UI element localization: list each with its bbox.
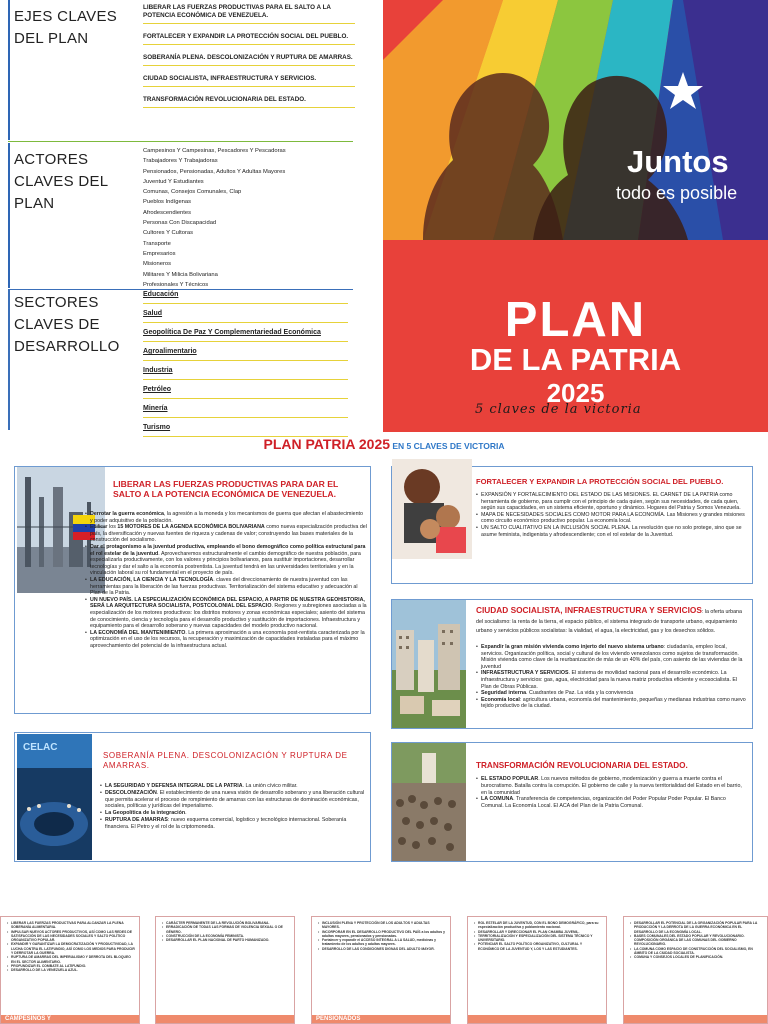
accent-rule [8, 290, 10, 430]
list-item: • DESARROLLAR EL PLAN NACIONAL DE PARTO HUMANIZADO. [162, 938, 290, 942]
list-item: Salud [143, 309, 348, 323]
body-text: : ciudadanía, empleo local, servicios. Organización política, social y cultural de los viviendo venezolanos como sujetos de transformación. Misión vivienda como clave de la reurbanización de más de un 40% del país, con asiento de las viviendas de la juventud [481, 644, 743, 670]
list-item [476, 644, 748, 670]
list-item: • ERRADICACIÓN DE TODAS LAS FORMAS DE VIOLENCIA SEXUAL O DE GÉNERO. [162, 925, 290, 934]
body-text: : nuevo esquema comercial, logístico y tecnológico internacional. Soberanía financiera. El Petro y el rol de la criptomoneda. [105, 816, 347, 830]
poster-artwork [383, 0, 768, 240]
bold-text: Derrotar la guerra económica [90, 511, 164, 517]
page-title-sub: EN 5 CLAVES DE VICTORIA [390, 441, 505, 451]
list-item [476, 776, 748, 796]
body-text: . [185, 810, 187, 817]
housing-photo [392, 600, 466, 728]
sectores-claves-list [143, 290, 355, 442]
accent-rule [8, 143, 10, 288]
list-item: • BASES COMUNALES DEL ESTADO POPULAR Y REVOLUCIONARIO. COMPOSICIÓN ORGÁNICA DE LAS COMUNAS DEL GOBIERNO REVOLUCIONARIO. [630, 934, 763, 947]
article-body [476, 492, 748, 538]
list-item: SOBERANÍA PLENA. DESCOLONIZACIÓN Y RUPTURA DE AMARRAS. [143, 54, 355, 66]
list-item: Minería [143, 404, 348, 418]
poster-year: 2025 [546, 378, 605, 408]
list-item: • DESARROLLO DE LA VENEZUELA AZUL. [7, 968, 135, 972]
list-item: Educación [143, 290, 348, 304]
bold-text: DESCOLONIZACIÓN [105, 789, 157, 796]
body-text: Edificar los [90, 524, 118, 531]
list-item [85, 544, 367, 577]
list-item [100, 790, 365, 810]
poster-plan: PLAN [504, 293, 647, 347]
actores-claves-list [143, 146, 355, 290]
strip-list [468, 917, 606, 951]
list-item: • UN SALTO CUALITATIVO EN LA INCLUSIÓN SOCIAL PLENA. La revolución que no solo protege, sino que se asume feminista, indigenista y afrodescendiente; con el rol estelar de la Juventud. [476, 525, 748, 538]
strip-label [156, 1015, 294, 1023]
list-item: Pueblos Indígenas [143, 199, 192, 206]
strip-label [468, 1015, 606, 1023]
list-item: Industria [143, 366, 348, 380]
list-item [85, 577, 367, 597]
sectores-claves-title: SECTORES CLAVES DE DESARROLLO [14, 294, 120, 355]
list-item: • LIBERAR LAS FUERZAS PRODUCTIVAS PARA ALCANZAR LA PLENA SOBERANÍA ALIMENTARIA. [7, 921, 135, 930]
strip-card-pensionados [311, 916, 451, 1024]
list-item: Petróleo [143, 385, 348, 399]
bold-text: Dar el protagonismo a la juventud productiva, empleando el bono demográfico como política estructural para el rol estelar de la juventud [90, 543, 366, 557]
body-text: . Regiones y subregiones asociadas a la especialización de los motores productivos: los distritos motores y zonas económicas especiales; asiento del sistema de conocimiento, ciencia y tecnología para el desarrollo productivo y sustitución de importaciones. Infraestructura y equipamiento para el desarrollo soberano y nuevas capacidades del modelo productivo nacional. [90, 603, 367, 630]
list-item [100, 783, 365, 790]
list-item: • PROFUNDIZAR EL COMBATE AL LATIFUNDIO. [7, 964, 135, 968]
list-item: Afrodescendientes [143, 209, 192, 216]
crowd-photo [392, 743, 466, 861]
list-item [85, 524, 367, 544]
list-item: • POTENCIAR EL SALTO POLÍTICO ORGANIZATIVO, CULTURAL Y ECONÓMICO DE LA JUVENTUD Y, LOS Y LAS ESTUDIANTES. [474, 942, 602, 951]
list-item: Cultores Y Cultoras [143, 230, 194, 237]
list-item: Pensionados, Pensionadas, Adultos Y Adultas Mayores [143, 168, 286, 175]
strip-label: CAMPESINOS Y [1, 1015, 139, 1023]
list-item [85, 597, 367, 630]
accent-rule [8, 0, 10, 140]
list-item: • DESARROLLAR Y DIRECCIONAR EL PLAN CHAMBA JUVENIL. [474, 930, 602, 934]
article-title [476, 606, 746, 635]
strip-list [156, 917, 294, 942]
divider [8, 141, 353, 142]
celac-photo [17, 734, 92, 860]
bold-text: INFRAESTRUCTURA Y SERVICIOS [481, 670, 569, 677]
list-item: Transporte [143, 240, 171, 247]
article-ciudad-socialista [391, 599, 753, 729]
strip-card-mujeres [155, 916, 295, 1024]
actores-claves-title: ACTORES CLAVES DEL PLAN [14, 151, 108, 212]
list-item: LIBERAR LAS FUERZAS PRODUCTIVAS PARA EL SALTO A LA POTENCIA ECONÓMICA DE VENEZUELA. [143, 4, 355, 24]
list-item [100, 817, 365, 831]
ejes-claves-title: EJES CLAVES DEL PLAN [14, 8, 118, 47]
list-item: • LA COMUNA COMO ESPACIO DE CONSTRUCCIÓN DEL SOCIALISMO, EN ÁMBITO DE LA CIUDAD SOCIALISTA. [630, 947, 763, 956]
strip-card-campesinos [0, 916, 140, 1024]
family-photo [392, 459, 472, 559]
list-item: Trabajadores Y Trabajadoras [143, 158, 218, 165]
list-item: • ROL ESTELAR DE LA JUVENTUD, CON EL BONO DEMOGRÁFICO, para su especialización productiva y poblamiento nacional. [474, 921, 602, 930]
article-title: SOBERANÍA PLENA. DESCOLONIZACIÓN Y RUPTURA DE AMARRAS. [103, 751, 348, 770]
list-item: Profesionales Y Técnicos [143, 281, 209, 288]
list-item: Juventud Y Estudiantes [143, 178, 204, 185]
list-item: Personas Con Discapacidad [143, 220, 217, 227]
article-body [476, 644, 748, 710]
strip-card-comunas [623, 916, 768, 1024]
body-text: . Aprovecharemos estructuralmente el cambio demográfico de nuestra población, para especializarla productivamente, con los valores y principios bolivarianos, para sustituir importaciones, desarrollar tecnologías y dar el salto a la economía postrentista. La juventud tendrá en las universidades territoriales y en la vinculación laboral su rol fundamental en el proyecto de país. [90, 550, 361, 577]
strip-list [1, 917, 139, 973]
article-body [476, 776, 748, 810]
sectores-claves-block [0, 290, 360, 430]
article-title-text: CIUDAD SOCIALISTA, INFRAESTRUCTURA Y SERVICIOS [476, 605, 702, 615]
poster-handwritten: 5 claves de la victoria [475, 402, 642, 417]
body-text: . claves del direccionamiento de nuestra juventud con las herramientas para la liberación de las fuerzas productivas. Territorialización del sistema educativo y adecuación al Plan de la Patria. [90, 576, 358, 597]
list-item: • INCORPORAR EN EL DESARROLLO PRODUCTIVO DEL PAÍS a los adultos y adultas mayores, pensionados y pensionadas. [318, 930, 446, 939]
bold-text: 15 MOTORES DE LA AGENDA ECONÓMICA BOLIVARIANA [117, 524, 265, 531]
strip-list [624, 917, 767, 960]
poster-patria: DE LA PATRIA [469, 342, 682, 377]
list-item: Militares Y Milicia Bolivariana [143, 271, 218, 278]
bold-text: LA SEGURIDAD Y DEFENSA INTEGRAL DE LA PATRIA [105, 783, 243, 789]
list-item: Agroalimentario [143, 347, 348, 361]
article-body [100, 783, 365, 831]
bold-text: LA COMUNA [481, 796, 514, 803]
article-title: TRANSFORMACIÓN REVOLUCIONARIA DEL ESTADO. [476, 761, 688, 770]
list-item: Campesinos Y Campesinas, Pescadores Y Pescadoras [143, 148, 286, 154]
list-item: Empresarios [143, 250, 176, 257]
body-text: . La primera aproximación a una economía post-rentista caracterizada por la optimización en el uso de los recursos, la recuperación y maximización de capacidades instaladas para el máximo aprovechamiento del potencial de la infraestructura actual. [90, 629, 365, 649]
article-proteccion-social [391, 466, 753, 584]
body-text: . Cuadrantes de Paz. La vida y la convivencia [526, 690, 634, 697]
plan-patria-poster [383, 0, 768, 432]
body-text: . La unión cívico militar. [242, 783, 298, 789]
body-text: , la agresión a la moneda y los mecanismos de guerra que afectan el abastecimiento y poder adquisitivo de la población. [90, 511, 363, 524]
bold-text: La Geopolítica de la integración [105, 810, 186, 817]
list-item: • IMPULSAR NUEVOS ACTORES PRODUCTIVOS, ASÍ COMO LAS REDES DE SATISFACCIÓN DE LAS NECESIDADES SOCIALES Y SALTO POLÍTICO ORGANIZATIVO POPULAR. [7, 930, 135, 943]
strip-card-juventud [467, 916, 607, 1024]
list-item: • EXPANDIR Y GARANTIZAR LA DEMOCRATIZACIÓN Y PRODUCTIVIDAD, LA LUCHA CONTRA EL LATIFUNDIO, ASÍ COMO LOS MEDIOS PARA PRODUCIR Y DERROTAR LA GUERRA. [7, 942, 135, 955]
bold-text: Seguridad interna [481, 690, 527, 697]
list-item: • EXPANSIÓN Y FORTALECIMIENTO DEL ESTADO DE LAS MISIONES. EL CARNET DE LA PATRIA como herramienta de gobierno, para cumplir con el principio de cada quien, según sus necesidades, de cada quien, según sus capacidades, en un sistema eficiente, oportuno y dinámico. Hogares del Patria y Somos Venezuela. [476, 492, 748, 512]
list-item: TRANSFORMACIÓN REVOLUCIONARIA DEL ESTADO. [143, 96, 355, 108]
page-title-main: PLAN PATRIA 2025 [263, 436, 391, 452]
article-body [85, 511, 367, 649]
ejes-claves-list [143, 4, 355, 117]
strip-label: PENSIONADOS [312, 1015, 450, 1023]
list-item: • RUPTURA DE AMARRAS DEL IMPERIALISMO Y DERROTA DEL BLOQUEO EN EL SECTOR ALIMENTARIO. [7, 955, 135, 964]
list-item: Geopolítica De Paz Y Complementariedad Económica [143, 328, 348, 342]
strip-list [312, 917, 450, 951]
body-text: . Los nuevos métodos de gobierno, modernización y guerra a muerte contra el burocratismo. Batalla contra la corrupción. El gobierno de calle y la nueva territorialidad del Estado en el barrio, en la comunidad [481, 776, 742, 796]
bold-text: UN NUEVO PAÍS. LA ESPECIALIZACIÓN ECONÓMICA DEL ESPACIO, A PARTIR DE NUESTRA GEOHISTORIA, SERÁ LA ARQUITECTURA SOCIALISTA, POSTCOLONIAL DEL ESPACIO [90, 596, 365, 610]
list-item: • COMUNA Y CONSEJOS LOCALES DE PLANIFICACIÓN. [630, 955, 763, 959]
list-item: • MAPA DE NECESIDADES SOCIALES COMO MOTOR PARA LA ECONOMÍA. Las Misiones y grandes misiones como circuito económico productivo popular. La economía local. [476, 512, 748, 525]
ejes-claves-block [0, 0, 360, 140]
bold-text: LA ECONOMÍA DEL MANTENIMIENTO [90, 629, 186, 636]
list-item: Turismo [143, 423, 348, 437]
bold-text: Expandir la gran misión vivienda como injerto del nuevo sistema urbano [481, 644, 664, 650]
list-item: • CARÁCTER PERMANENTE DE LA REVOLUCIÓN BOLIVARIANA. [162, 921, 290, 925]
list-item [100, 810, 365, 817]
bold-text: RUPTURA DE AMARRAS [105, 816, 168, 823]
strip-label [624, 1015, 767, 1023]
article-soberania [14, 732, 371, 862]
list-item [85, 511, 367, 524]
body-text: . El establecimiento de una nueva visión de desarrollo soberano y una liberación cultural que permita acelerar el proceso de rompimiento de amarras con las estructuras de dominación económicas, sociales, políticas y jurídicas del imperialismo. [105, 789, 365, 810]
list-item: • INCLUSIÓN PLENA Y PROTECCIÓN DE LOS ADULTOS Y ADULTAS MAYORES. [318, 921, 446, 930]
list-item: Misioneros [143, 261, 172, 268]
body-text: . El sistema de movilidad nacional para el desarrollo económico. La infraestructura y servicios: gas, agua, electricidad para la nueva matriz productiva eficiente y ecosocialista. El Plan de Obras Públicas. [481, 670, 738, 690]
article-title: FORTALECER Y EXPANDIR LA PROTECCIÓN SOCIAL DEL PUEBLO. [476, 477, 724, 486]
article-fuerzas-productivas [14, 466, 371, 714]
bold-text: Economía local [481, 696, 520, 703]
list-item: CIUDAD SOCIALISTA, INFRAESTRUCTURA Y SERVICIOS. [143, 75, 355, 87]
page-title [0, 436, 768, 454]
list-item: • Fortalecer y expandir el ACCESO INTEGRAL A LA SALUD, medicinas y tratamiento de los adultos y adultas mayores. [318, 938, 446, 947]
body-text: . Transferencia de competencias, organización del Poder Popular Poder Popular. El Banco Comunal. La Economía Local. El ACA del Plan de la Patria Comunal. [481, 796, 726, 810]
list-item: • DESARROLLO DE LAS CONDICIONES DIGNAS DEL ADULTO MAYOR. [318, 947, 446, 951]
bold-text: LA EDUCACIÓN, LA CIENCIA Y LA TECNOLOGÍA [90, 576, 214, 583]
poster-slogan-sub: todo es posible [616, 183, 738, 203]
list-item [476, 697, 748, 710]
list-item [85, 630, 367, 650]
article-title: LIBERAR LAS FUERZAS PRODUCTIVAS PARA DAR EL SALTO A LA POTENCIA ECONÓMICA DE VENEZUELA. [113, 479, 339, 499]
actores-claves-block [0, 143, 360, 291]
list-item: • DESARROLLAR EL POTENCIAL DE LA ORGANIZACIÓN POPULAR PARA LA PRODUCCIÓN Y LA DERROTA DE LA GUERRA ECONÓMICA EN EL DESARROLLO DE LA ECONOMÍA LOCAL. [630, 921, 763, 934]
list-item [476, 690, 748, 697]
list-item [476, 796, 748, 810]
poster-slogan: Juntos [627, 144, 729, 179]
list-item: • CONSTRUCCIÓN DE LA ECONOMÍA FEMINISTA. [162, 934, 290, 938]
body-text: : la oferta urbana del socialismo: la renta de la tierra, el espacio público, el sistema integrado de transporte urbano, equipamiento urbano y servicios públicos socialistas: la vialidad, el agua, la electricidad, gas y los desechos sólidos. [476, 609, 742, 635]
celac-logo-text: CELAC [23, 742, 58, 753]
body-text: : agricultura urbana, economía del mantenimiento, pequeñas y medianas industrias como nuevo tejido productivo de la ciudad. [481, 696, 746, 710]
list-item: Comunas, Consejos Comunales, Clap [143, 189, 242, 196]
list-item: • TERRITORIALIZACIÓN Y ESPECIALIZACIÓN DEL SISTEMA TÉCNICO Y UNIVERSITARIO. [474, 934, 602, 943]
bold-text: EL ESTADO POPULAR [481, 776, 539, 782]
list-item: FORTALECER Y EXPANDIR LA PROTECCIÓN SOCIAL DEL PUEBLO. [143, 33, 355, 45]
list-item [476, 670, 748, 690]
body-text: como nueva especialización productiva del país, la diversificación y nuevas fuentes de riqueza y cadenas de valor; construyendo las bases materiales de la construcción del socialismo. [90, 524, 367, 544]
article-transformacion-estado [391, 742, 753, 862]
